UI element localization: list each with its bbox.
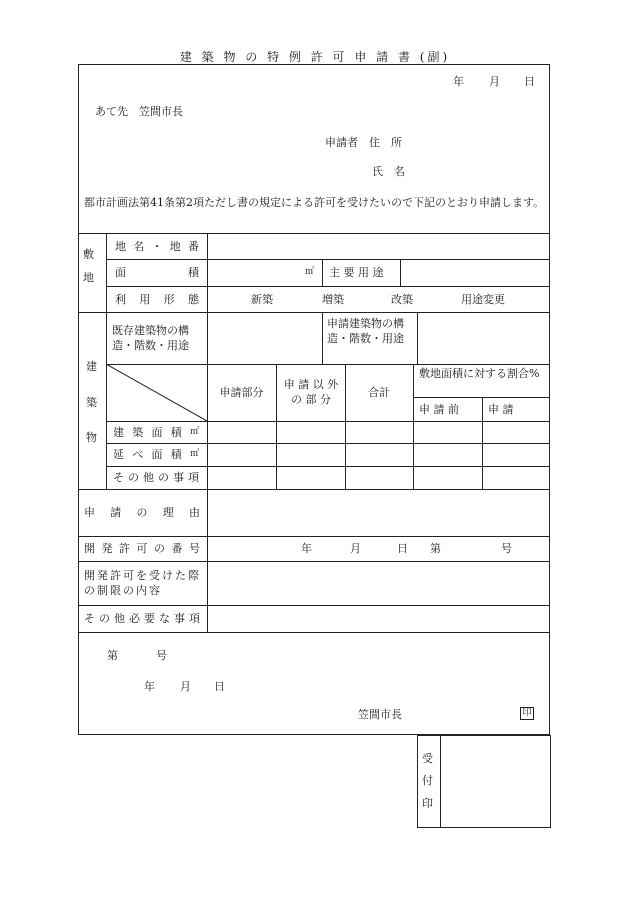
row-floor-area: 延 べ 面 積 ㎡ xyxy=(113,448,199,461)
rule xyxy=(78,561,550,562)
rule xyxy=(78,536,550,537)
permit-year-label: 年 xyxy=(301,542,312,555)
row-building-area: 建 築 面 積 ㎡ xyxy=(113,426,199,439)
receipt-label-1: 受 xyxy=(422,752,433,765)
application-statement: 都市計画法第41条第2項ただし書の規定による許可を受けたいので下記のとおり申請します。 xyxy=(84,196,545,209)
receipt-box xyxy=(417,735,551,828)
restriction-label: 開発許可を受けた際の制限の内容 xyxy=(84,569,201,597)
diagonal-header-cell xyxy=(106,364,207,421)
rule xyxy=(345,364,346,489)
permit-number-label: 開 発 許 可 の 番 号 xyxy=(84,542,200,555)
permit-go-label: 号 xyxy=(501,542,512,555)
applicant-address-label: 申請者 住 所 xyxy=(325,136,402,149)
other-matters-label: そ の 他 必 要 な 事 項 xyxy=(84,612,200,625)
usage-option-change: 用途変更 xyxy=(461,293,505,306)
date-day-label: 日 xyxy=(524,75,535,88)
rule xyxy=(78,233,550,234)
rule xyxy=(482,397,483,489)
building-group-label-1: 建 xyxy=(86,360,97,373)
area-unit: ㎡ xyxy=(305,267,315,277)
rule xyxy=(106,233,107,489)
rule xyxy=(78,489,550,490)
receipt-label-2: 付 xyxy=(422,774,433,787)
site-group-label-2: 地 xyxy=(83,271,94,284)
col-ratio-before: 申 請 前 xyxy=(419,403,459,416)
rule xyxy=(78,605,550,606)
issue-mayor-label: 笠間市長 xyxy=(358,708,402,721)
col-ratio-after: 申 請 xyxy=(488,403,514,416)
building-group-label-3: 物 xyxy=(86,431,97,444)
col-applied-part: 申請部分 xyxy=(219,386,264,399)
rule xyxy=(106,259,550,260)
usage-option-extension: 増築 xyxy=(322,293,344,306)
addressee: あて先 笠間市長 xyxy=(95,105,183,118)
building-group-label-2: 築 xyxy=(86,396,97,409)
rule xyxy=(322,259,323,286)
rule xyxy=(106,443,550,444)
issue-year-label: 年 xyxy=(144,680,155,693)
rule xyxy=(400,259,401,286)
rule xyxy=(78,312,550,313)
rule xyxy=(106,286,550,287)
date-month-label: 月 xyxy=(489,75,500,88)
rule xyxy=(106,421,550,422)
area-label: 面 積 xyxy=(115,266,199,279)
date-year-label: 年 xyxy=(453,75,464,88)
issue-go-label: 号 xyxy=(156,649,167,662)
applicant-name-label: 氏 名 xyxy=(372,165,405,178)
rule xyxy=(276,364,277,489)
rule xyxy=(106,466,550,467)
main-use-label: 主 要 用 途 xyxy=(329,266,384,279)
col-other-part: 申 請 以 外 の 部 分 xyxy=(283,378,339,406)
permit-month-label: 月 xyxy=(350,542,361,555)
usage-option-rebuild: 改築 xyxy=(391,293,413,306)
rule xyxy=(413,364,414,489)
reason-label: 申 請 の 理 由 xyxy=(84,506,200,519)
rule xyxy=(78,632,550,633)
site-group-label-1: 敷 xyxy=(83,248,94,261)
issue-day-label: 日 xyxy=(214,680,225,693)
applied-building-label: 申請建築物の構造・階数・用途 xyxy=(327,317,404,345)
permit-dai-label: 第 xyxy=(430,542,441,555)
permit-day-label: 日 xyxy=(397,542,408,555)
row-other-matters: そ の 他 の 事 項 xyxy=(113,471,199,484)
page-title: 建 築 物 の 特 例 許 可 申 請 書 (副) xyxy=(179,50,451,64)
seal-mark: 印 xyxy=(520,707,534,720)
existing-building-label: 既存建築物の構造・階数・用途 xyxy=(112,324,189,352)
usage-option-new: 新築 xyxy=(251,293,273,306)
receipt-label-3: 印 xyxy=(422,797,433,810)
issue-month-label: 月 xyxy=(180,680,191,693)
col-site-ratio: 敷地面積に対する割合% xyxy=(419,367,540,380)
col-total: 合計 xyxy=(368,386,390,399)
rule xyxy=(207,233,208,632)
rule xyxy=(440,735,441,828)
usage-label: 利 用 形 態 xyxy=(115,293,199,306)
location-label: 地 名 ・ 地 番 xyxy=(115,240,199,253)
rule xyxy=(417,312,418,364)
issue-dai-label: 第 xyxy=(107,649,118,662)
rule xyxy=(322,312,323,364)
